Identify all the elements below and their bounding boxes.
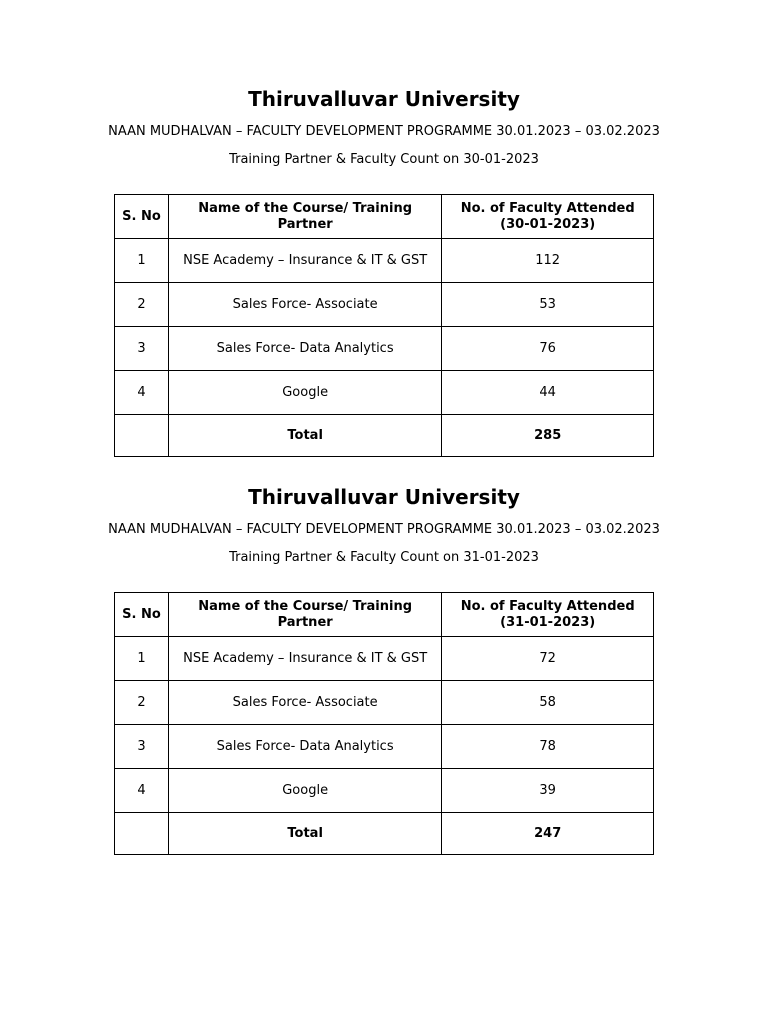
table-row <box>115 637 654 681</box>
cell-empty <box>115 813 169 855</box>
table-row <box>115 283 654 327</box>
total-row <box>115 415 654 457</box>
table-caption: Training Partner & Faculty Count on 31-01-2023 <box>229 550 539 565</box>
cell-faculty: 78 <box>442 725 654 769</box>
cell-faculty: 44 <box>442 371 654 415</box>
faculty-count-table <box>114 592 654 855</box>
table-row <box>115 725 654 769</box>
cell-course: Google <box>168 371 441 415</box>
table-row <box>115 769 654 813</box>
header-sno: S. No <box>115 195 169 239</box>
cell-faculty: 39 <box>442 769 654 813</box>
report-section-31-01 <box>0 484 768 841</box>
cell-faculty: 76 <box>442 327 654 371</box>
faculty-count-table <box>114 194 654 457</box>
cell-course: Google <box>168 769 441 813</box>
cell-sno: 2 <box>115 681 169 725</box>
cell-faculty: 53 <box>442 283 654 327</box>
total-label: Total <box>168 813 441 855</box>
cell-course: NSE Academy – Insurance & IT & GST <box>168 637 441 681</box>
header-course: Name of the Course/ Training Partner <box>168 195 441 239</box>
university-title: Thiruvalluvar University <box>248 87 520 111</box>
cell-course: Sales Force- Data Analytics <box>168 725 441 769</box>
total-value: 247 <box>442 813 654 855</box>
cell-faculty: 112 <box>442 239 654 283</box>
cell-sno: 2 <box>115 283 169 327</box>
cell-sno: 3 <box>115 725 169 769</box>
cell-faculty: 58 <box>442 681 654 725</box>
header-faculty: No. of Faculty Attended (31-01-2023) <box>442 593 654 637</box>
table-header-row <box>115 593 654 637</box>
table-row <box>115 371 654 415</box>
total-value: 285 <box>442 415 654 457</box>
cell-faculty: 72 <box>442 637 654 681</box>
table-row <box>115 327 654 371</box>
header-course: Name of the Course/ Training Partner <box>168 593 441 637</box>
cell-empty <box>115 415 169 457</box>
cell-sno: 4 <box>115 769 169 813</box>
cell-course: NSE Academy – Insurance & IT & GST <box>168 239 441 283</box>
cell-course: Sales Force- Associate <box>168 283 441 327</box>
university-title: Thiruvalluvar University <box>248 485 520 509</box>
cell-course: Sales Force- Data Analytics <box>168 327 441 371</box>
total-label: Total <box>168 415 441 457</box>
cell-sno: 4 <box>115 371 169 415</box>
cell-course: Sales Force- Associate <box>168 681 441 725</box>
cell-sno: 3 <box>115 327 169 371</box>
cell-sno: 1 <box>115 239 169 283</box>
header-faculty: No. of Faculty Attended (30-01-2023) <box>442 195 654 239</box>
table-row <box>115 681 654 725</box>
table-header-row <box>115 195 654 239</box>
table-caption: Training Partner & Faculty Count on 30-01-2023 <box>229 152 539 167</box>
header-sno: S. No <box>115 593 169 637</box>
programme-subtitle: NAAN MUDHALVAN – FACULTY DEVELOPMENT PROGRAMME 30.01.2023 – 03.02.2023 <box>108 124 660 139</box>
table-row <box>115 239 654 283</box>
cell-sno: 1 <box>115 637 169 681</box>
report-section-30-01 <box>0 86 768 443</box>
programme-subtitle: NAAN MUDHALVAN – FACULTY DEVELOPMENT PROGRAMME 30.01.2023 – 03.02.2023 <box>108 522 660 537</box>
total-row <box>115 813 654 855</box>
